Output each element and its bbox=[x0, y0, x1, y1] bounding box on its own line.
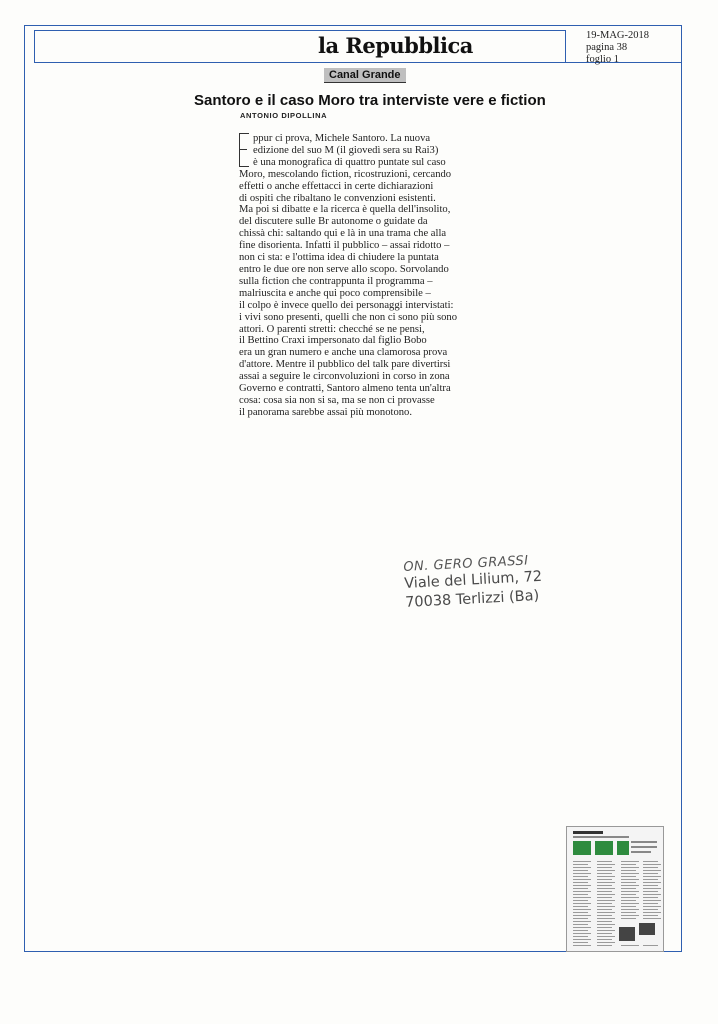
thumbnail-text-line bbox=[573, 906, 588, 907]
thumbnail-text-line bbox=[597, 927, 612, 928]
article-line: sulla fiction che contrappunta il programma – bbox=[239, 275, 433, 287]
thumbnail-text-line bbox=[643, 900, 661, 901]
article-line: entro le due ore non serve allo scopo. Sorvolando bbox=[239, 263, 449, 275]
thumbnail-text-line bbox=[621, 879, 639, 880]
stamp-street: Viale del Lilium, 72 bbox=[403, 568, 543, 592]
thumbnail-text-line bbox=[597, 924, 615, 925]
stamp-name: ON. GERO GRASSI bbox=[403, 553, 529, 575]
thumbnail-text-line bbox=[597, 876, 615, 877]
thumbnail-text-line bbox=[621, 882, 636, 883]
thumbnail-text-line bbox=[597, 861, 612, 862]
thumbnail-text-line bbox=[621, 945, 639, 946]
thumbnail-text-line bbox=[643, 903, 658, 904]
article-line: effetti o anche effettacci in certe dichiarazioni bbox=[239, 180, 434, 192]
thumbnail-text-line bbox=[573, 876, 588, 877]
article-line: i vivi sono presenti, quelli che non ci sono più sono bbox=[239, 311, 458, 323]
article-line: del discutere sulle Br autonome o guidate da bbox=[239, 216, 428, 228]
article-line: assai a seguire le circonvoluzioni in corso in zona bbox=[239, 371, 450, 383]
thumbnail-text-line bbox=[597, 900, 615, 901]
article-line: cosa: cosa sia non si sa, ma se non ci provasse bbox=[239, 394, 435, 406]
article-line: il colpo è invece quello dei personaggi intervistati: bbox=[239, 299, 454, 311]
thumbnail-text-line bbox=[573, 939, 591, 940]
thumbnail-text-line bbox=[643, 882, 661, 883]
thumbnail-text-line bbox=[621, 909, 639, 910]
thumbnail-text-line bbox=[597, 870, 615, 871]
thumbnail-text-line bbox=[643, 888, 661, 889]
thumbnail-text-line bbox=[621, 876, 636, 877]
thumbnail-text-line bbox=[621, 906, 636, 907]
thumbnail-text-line bbox=[597, 888, 615, 889]
thumbnail-text-line bbox=[597, 891, 612, 892]
thumbnail-text-line bbox=[643, 867, 658, 868]
article-line: il Bettino Craxi impersonato dal figlio Bobo bbox=[239, 335, 427, 347]
thumbnail-text-line bbox=[597, 945, 612, 946]
thumbnail-text-line bbox=[597, 897, 612, 898]
thumbnail-text-line bbox=[573, 942, 588, 943]
article-line: Governo e contratti, Santoro almeno tenta un'altra bbox=[239, 383, 451, 395]
thumbnail-text-line bbox=[573, 870, 588, 871]
thumbnail-text-line bbox=[597, 939, 612, 940]
thumbnail-text-line bbox=[643, 912, 661, 913]
thumbnail-text-line bbox=[643, 870, 661, 871]
article-line: d'attore. Mentre il pubblico del talk pare divertirsi bbox=[239, 359, 451, 371]
article-byline: ANTONIO DIPOLLINA bbox=[240, 111, 328, 120]
thumbnail-text-line bbox=[573, 927, 591, 928]
article-headline: Santoro e il caso Moro tra interviste vere e fiction bbox=[194, 92, 546, 109]
thumbnail-text-line bbox=[621, 870, 636, 871]
thumbnail-text-line bbox=[597, 903, 612, 904]
section-label: Canal Grande bbox=[324, 68, 406, 83]
thumbnail-text-line bbox=[597, 930, 615, 931]
thumbnail-text-line bbox=[621, 873, 639, 874]
thumbnail-text-line bbox=[597, 867, 612, 868]
thumbnail-text-line bbox=[621, 903, 639, 904]
thumbnail-text-line bbox=[573, 873, 591, 874]
article-line: di ospiti che ribaltano le convenzioni esistenti. bbox=[239, 192, 436, 204]
thumbnail-text-line bbox=[643, 879, 658, 880]
thumbnail-text-line bbox=[643, 894, 661, 895]
article-line: attori. O parenti stretti: checché se ne pensi, bbox=[239, 323, 425, 335]
thumbnail-text-line bbox=[573, 909, 591, 910]
thumbnail-text-line bbox=[573, 891, 591, 892]
thumbnail-text-line bbox=[597, 885, 612, 886]
thumbnail-text-line bbox=[573, 921, 591, 922]
thumbnail-text-line bbox=[643, 861, 658, 862]
thumbnail-text-line bbox=[621, 912, 636, 913]
thumbnail-text-line bbox=[621, 861, 639, 862]
thumbnail-text-line bbox=[573, 945, 591, 946]
thumbnail-text-line bbox=[573, 912, 588, 913]
thumbnail-text-line bbox=[643, 906, 661, 907]
thumbnail-text-line bbox=[573, 924, 588, 925]
article-line: malriuscita e anche qui poco comprensibile – bbox=[239, 287, 431, 299]
thumbnail-text-line bbox=[597, 933, 612, 934]
thumbnail-text-line bbox=[597, 918, 615, 919]
thumbnail-text-line bbox=[573, 879, 591, 880]
article-line: Ma poi si dibatte e la ricerca è quella dell'insolito, bbox=[239, 204, 451, 216]
thumbnail-text-line bbox=[621, 867, 639, 868]
thumbnail-text-line bbox=[597, 864, 615, 865]
thumbnail-text-line bbox=[573, 936, 588, 937]
thumbnail-text-line bbox=[573, 933, 591, 934]
thumbnail-text-line bbox=[621, 888, 636, 889]
header-divider bbox=[34, 62, 682, 63]
thumbnail-text-line bbox=[573, 867, 591, 868]
thumbnail-text-line bbox=[597, 873, 612, 874]
article-line: edizione del suo M (il giovedì sera su Rai3) bbox=[253, 144, 439, 156]
article-line: il panorama sarebbe assai più monotono. bbox=[239, 406, 412, 418]
thumbnail-text-line bbox=[643, 864, 661, 865]
thumbnail-text-line bbox=[643, 909, 658, 910]
thumbnail-text-line bbox=[597, 915, 612, 916]
thumbnail-text-line bbox=[643, 945, 658, 946]
thumbnail-text-line bbox=[621, 864, 636, 865]
thumbnail-text-line bbox=[621, 915, 639, 916]
address-stamp bbox=[403, 553, 544, 613]
thumbnail-text-line bbox=[573, 894, 588, 895]
article-line: ppur ci prova, Michele Santoro. La nuova bbox=[253, 133, 431, 144]
thumbnail-text-line bbox=[573, 918, 588, 919]
thumbnail-text-line bbox=[597, 906, 615, 907]
thumbnail-text-line bbox=[573, 885, 591, 886]
thumbnail-text-line bbox=[597, 882, 615, 883]
sheet-number: foglio 1 bbox=[586, 54, 619, 65]
thumbnail-text-line bbox=[573, 903, 591, 904]
thumbnail-text-line bbox=[597, 894, 615, 895]
thumbnail-text-line bbox=[643, 885, 658, 886]
thumbnail-text-line bbox=[621, 885, 639, 886]
publication-meta bbox=[586, 30, 649, 66]
article-line: era un gran numero e anche una clamorosa prova bbox=[239, 347, 448, 359]
thumbnail-text-line bbox=[621, 894, 636, 895]
thumbnail-text-line bbox=[597, 921, 612, 922]
article-body bbox=[239, 133, 484, 419]
page-thumbnail bbox=[566, 826, 664, 952]
thumbnail-text-line bbox=[621, 897, 639, 898]
publication-date: 19-MAG-2018 bbox=[586, 30, 649, 41]
header-box bbox=[34, 30, 566, 62]
stamp-city: 70038 Terlizzi (Ba) bbox=[404, 587, 540, 611]
thumbnail-text-line bbox=[643, 876, 661, 877]
thumbnail-text-line bbox=[573, 915, 591, 916]
thumbnail-text-line bbox=[573, 900, 588, 901]
thumbnail-text-line bbox=[621, 900, 636, 901]
thumbnail-text-line bbox=[597, 942, 615, 943]
thumbnail-text-line bbox=[573, 930, 588, 931]
thumbnail-text-line bbox=[573, 864, 588, 865]
thumbnail-text-line bbox=[621, 891, 639, 892]
article-line: è una monografica di quattro puntate sul caso bbox=[253, 156, 446, 168]
thumbnail-text-line bbox=[643, 897, 658, 898]
thumbnail-text-line bbox=[643, 918, 661, 919]
thumbnail-text-line bbox=[573, 888, 588, 889]
thumbnail-text-line bbox=[621, 918, 636, 919]
thumbnail-text-line bbox=[573, 861, 591, 862]
thumbnail-text-line bbox=[597, 936, 615, 937]
article-line: Moro, mescolando fiction, ricostruzioni, cercando bbox=[239, 168, 452, 180]
thumbnail-text-line bbox=[597, 879, 612, 880]
thumbnail-text-line bbox=[643, 915, 658, 916]
thumbnail-text-line bbox=[573, 897, 591, 898]
article-line: chissà chi: saltando qui e là in una trama che alla bbox=[239, 228, 447, 240]
thumbnail-text-line bbox=[597, 909, 612, 910]
thumbnail-text-line bbox=[597, 912, 615, 913]
thumbnail-text-line bbox=[573, 882, 588, 883]
article-line: fine disorienta. Infatti il pubblico – assai ridotto – bbox=[239, 240, 450, 252]
masthead: la Repubblica bbox=[318, 33, 473, 58]
thumbnail-text-line bbox=[643, 891, 658, 892]
thumbnail-text-line bbox=[643, 873, 658, 874]
page-number: pagina 38 bbox=[586, 42, 628, 53]
article-line: non ci sta: e l'ottima idea di chiudere la puntata bbox=[239, 252, 439, 264]
